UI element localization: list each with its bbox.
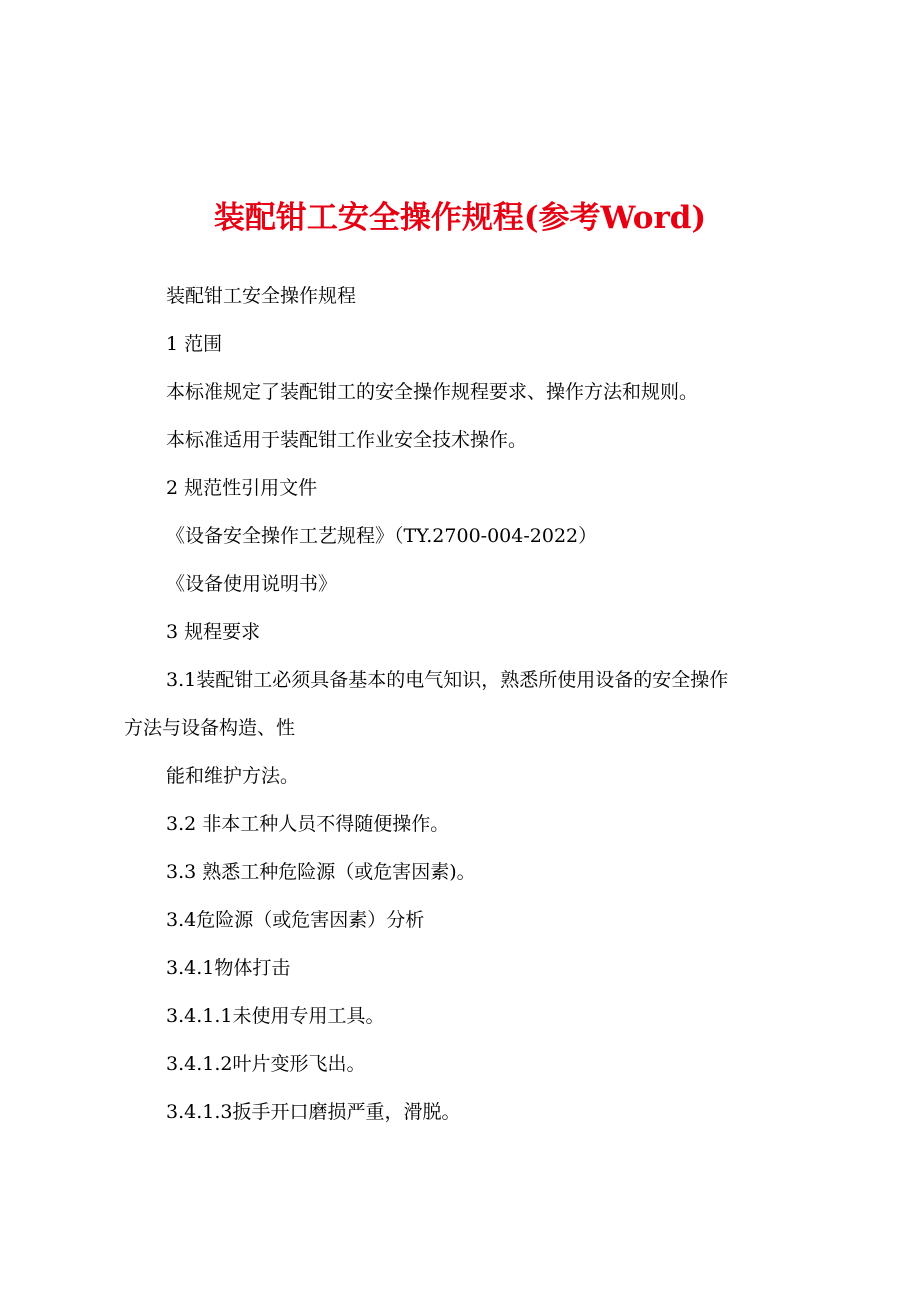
paragraph: 3.1装配钳工必须具备基本的电气知识，熟悉所使用设备的安全操作: [166, 669, 729, 691]
paragraph: 3.3 熟悉工种危险源（或危害因素)。: [166, 861, 476, 883]
paragraph-heading: 装配钳工安全操作规程: [166, 285, 357, 307]
reference-item: 《设备使用说明书》: [166, 573, 338, 595]
paragraph: 3.2 非本工种人员不得随便操作。: [166, 813, 450, 835]
list-item: 3.4.1.1未使用专用工具。: [166, 1005, 385, 1027]
paragraph: 3.4危险源（或危害因素）分析: [166, 909, 425, 931]
list-item: 3.4.1.3扳手开口磨损严重，滑脱。: [166, 1101, 461, 1123]
document-title: 装配钳工安全操作规程(参考Word): [213, 200, 707, 236]
paragraph: 本标准规定了装配钳工的安全操作规程要求、操作方法和规则。: [166, 381, 699, 403]
reference-item: 《设备安全操作工艺规程》（TY.2700-004-2022）: [166, 525, 598, 547]
section-3-heading: 3 规程要求: [166, 621, 261, 643]
section-2-heading: 2 规范性引用文件: [166, 477, 318, 499]
paragraph: 本标准适用于装配钳工作业安全技术操作。: [166, 429, 528, 451]
paragraph-continuation: 方法与设备构造、性: [124, 717, 296, 739]
list-item: 3.4.1.2叶片变形飞出。: [166, 1053, 366, 1075]
section-1-heading: 1 范围: [166, 333, 223, 355]
paragraph: 能和维护方法。: [166, 765, 300, 787]
subsection-heading: 3.4.1物体打击: [166, 957, 291, 979]
